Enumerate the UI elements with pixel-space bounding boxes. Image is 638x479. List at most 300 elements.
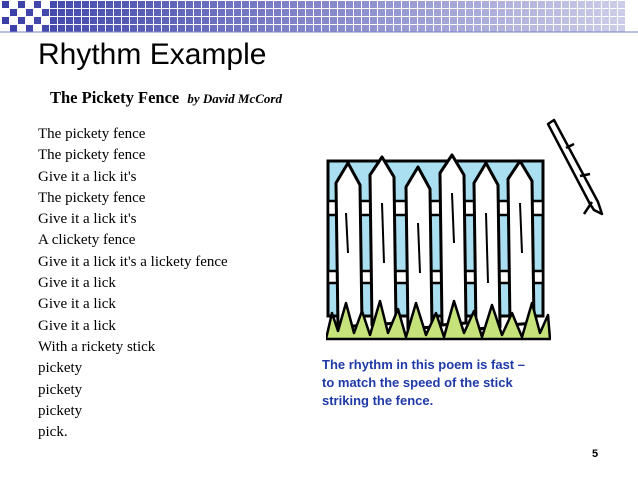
header-square [226, 17, 233, 24]
header-square [122, 1, 129, 8]
header-square [162, 25, 169, 32]
header-square [498, 1, 505, 8]
header-square [66, 17, 73, 24]
header-square [242, 25, 249, 32]
header-square [10, 25, 17, 32]
header-square [562, 25, 569, 32]
header-square [442, 1, 449, 8]
header-square [618, 25, 625, 32]
poem-byline: by David McCord [187, 91, 282, 106]
header-square [2, 17, 9, 24]
header-square [266, 25, 273, 32]
header-square [570, 1, 577, 8]
header-square [506, 9, 513, 16]
header-square [154, 25, 161, 32]
poem-line: pickety [38, 381, 83, 398]
header-square [322, 1, 329, 8]
header-square [210, 25, 217, 32]
header-square [250, 25, 257, 32]
header-square [322, 17, 329, 24]
header-square [170, 25, 177, 32]
header-square [290, 9, 297, 16]
header-square [402, 17, 409, 24]
header-square [594, 9, 601, 16]
header-square [106, 1, 113, 8]
header-square [538, 1, 545, 8]
slide-title: Rhythm Example [38, 38, 267, 71]
header-square [434, 25, 441, 32]
header-square [578, 1, 585, 8]
header-square [466, 17, 473, 24]
header-square [202, 17, 209, 24]
header-square [234, 25, 241, 32]
header-square [42, 9, 49, 16]
header-square [298, 1, 305, 8]
header-square [410, 25, 417, 32]
header-square [610, 9, 617, 16]
header-square [10, 9, 17, 16]
poem-heading [50, 88, 282, 108]
header-square [538, 17, 545, 24]
header-square [250, 17, 257, 24]
header-square [570, 17, 577, 24]
header-square [186, 17, 193, 24]
header-square [450, 1, 457, 8]
poem-line: The pickety fence [38, 189, 146, 206]
header-square [474, 9, 481, 16]
header-square [426, 25, 433, 32]
header-square [378, 25, 385, 32]
header-square [330, 1, 337, 8]
header-square [306, 1, 313, 8]
header-square [562, 1, 569, 8]
header-square [34, 17, 41, 24]
poem-line: The pickety fence [38, 147, 146, 164]
header-square [58, 17, 65, 24]
header-square [282, 25, 289, 32]
header-square [554, 1, 561, 8]
header-square [130, 1, 137, 8]
header-square [146, 17, 153, 24]
header-square [426, 1, 433, 8]
header-square [82, 25, 89, 32]
header-square [378, 17, 385, 24]
header-square [122, 25, 129, 32]
header-square [138, 17, 145, 24]
header-square [554, 25, 561, 32]
header-square [490, 9, 497, 16]
header-square [2, 1, 9, 8]
header-square [602, 17, 609, 24]
header-square [122, 9, 129, 16]
header-square [50, 9, 57, 16]
header-square [530, 17, 537, 24]
header-square [482, 17, 489, 24]
header-square [106, 9, 113, 16]
header-square [586, 1, 593, 8]
header-square [370, 1, 377, 8]
header-square [202, 1, 209, 8]
poem-line: Give it a lick [38, 317, 116, 334]
header-square [602, 1, 609, 8]
header-square [618, 17, 625, 24]
header-square [562, 9, 569, 16]
header-square [234, 9, 241, 16]
header-square [50, 17, 57, 24]
fence-illustration-icon [326, 153, 551, 343]
header-square [106, 25, 113, 32]
header-square [386, 9, 393, 16]
header-square [434, 17, 441, 24]
header-square [130, 17, 137, 24]
header-square [154, 1, 161, 8]
header-square [530, 25, 537, 32]
header-square [466, 1, 473, 8]
header-square [82, 1, 89, 8]
header-square [346, 17, 353, 24]
header-square [546, 1, 553, 8]
header-square [194, 25, 201, 32]
header-square [410, 17, 417, 24]
header-square [498, 9, 505, 16]
header-square [594, 17, 601, 24]
header-square [130, 25, 137, 32]
header-square [218, 17, 225, 24]
header-square [418, 25, 425, 32]
header-square [98, 17, 105, 24]
header-square [170, 17, 177, 24]
stick-illustration-icon [540, 118, 610, 218]
header-square [354, 9, 361, 16]
header-square [258, 17, 265, 24]
poem-line: Give it a lick it's [38, 168, 137, 185]
header-square [370, 25, 377, 32]
header-square [370, 17, 377, 24]
header-square [202, 9, 209, 16]
header-square [114, 25, 121, 32]
header-square [218, 9, 225, 16]
header-square [338, 9, 345, 16]
header-square [122, 17, 129, 24]
header-square [386, 17, 393, 24]
header-square [426, 17, 433, 24]
caption-line: The rhythm in this poem is fast – [322, 357, 525, 372]
header-square [618, 1, 625, 8]
header-square [242, 17, 249, 24]
header-square [402, 25, 409, 32]
header-square [146, 1, 153, 8]
poem-line: A clickety fence [38, 232, 136, 249]
header-square [210, 1, 217, 8]
header-square [402, 1, 409, 8]
header-square [474, 25, 481, 32]
header-square [490, 17, 497, 24]
header-square [346, 25, 353, 32]
header-square [114, 17, 121, 24]
header-square [226, 9, 233, 16]
header-square [290, 25, 297, 32]
header-square [426, 9, 433, 16]
header-square [482, 9, 489, 16]
header-square [562, 17, 569, 24]
header-square [66, 9, 73, 16]
header-square [66, 25, 73, 32]
header-square [274, 25, 281, 32]
header-square [98, 1, 105, 8]
page-number: 5 [592, 448, 599, 460]
header-square [434, 1, 441, 8]
poem-line: With a rickety stick [38, 338, 156, 355]
header-square [258, 1, 265, 8]
header-square [522, 17, 529, 24]
header-square [90, 1, 97, 8]
header-square [354, 1, 361, 8]
header-square [394, 1, 401, 8]
header-square [298, 9, 305, 16]
header-square [466, 25, 473, 32]
header-square [386, 25, 393, 32]
header-square [394, 25, 401, 32]
header-square [602, 9, 609, 16]
header-square [266, 9, 273, 16]
header-square [474, 17, 481, 24]
header-square [618, 9, 625, 16]
header-square [442, 9, 449, 16]
header-square [450, 25, 457, 32]
header-square [306, 9, 313, 16]
header-square [610, 17, 617, 24]
header-square [578, 25, 585, 32]
header-square [586, 25, 593, 32]
header-square [522, 1, 529, 8]
header-square [178, 17, 185, 24]
header-square [338, 17, 345, 24]
header-square [50, 1, 57, 8]
header-square [554, 17, 561, 24]
header-square [234, 17, 241, 24]
header-square [498, 17, 505, 24]
header-square [442, 17, 449, 24]
header-square [194, 17, 201, 24]
header-square [442, 25, 449, 32]
header-square [186, 25, 193, 32]
header-square [66, 1, 73, 8]
header-square [178, 9, 185, 16]
header-square [290, 1, 297, 8]
header-square [274, 1, 281, 8]
header-square [378, 9, 385, 16]
caption-line: striking the fence. [322, 393, 434, 408]
header-square [58, 9, 65, 16]
header-square [186, 1, 193, 8]
header-square [274, 9, 281, 16]
header-square [458, 25, 465, 32]
header-square [50, 25, 57, 32]
poem-line: pickety [38, 360, 83, 377]
poem-line: pick. [38, 424, 68, 441]
header-square [346, 1, 353, 8]
header-square [314, 9, 321, 16]
header-square [418, 1, 425, 8]
header-square [90, 9, 97, 16]
header-square [226, 1, 233, 8]
header-square [250, 9, 257, 16]
header-square [546, 17, 553, 24]
header-square [402, 9, 409, 16]
header-square [482, 25, 489, 32]
header-square [202, 25, 209, 32]
header-square [362, 9, 369, 16]
header-square [298, 17, 305, 24]
header-square [394, 9, 401, 16]
header-square [538, 9, 545, 16]
header-square [18, 17, 25, 24]
header-square [434, 9, 441, 16]
header-square [354, 17, 361, 24]
header-square [586, 9, 593, 16]
header-decoration [0, 0, 638, 34]
header-square [522, 25, 529, 32]
header-square [298, 25, 305, 32]
header-square [290, 17, 297, 24]
header-square [210, 9, 217, 16]
header-square [570, 9, 577, 16]
header-square [418, 17, 425, 24]
header-square [74, 9, 81, 16]
header-square [106, 17, 113, 24]
poem-title: The Pickety Fence [50, 88, 180, 107]
header-square [74, 17, 81, 24]
poem-text [38, 124, 228, 443]
header-square [602, 25, 609, 32]
header-square [490, 1, 497, 8]
header-square [514, 1, 521, 8]
header-square [586, 17, 593, 24]
poem-line: pickety [38, 402, 83, 419]
header-square [82, 17, 89, 24]
header-square [594, 25, 601, 32]
header-square [154, 9, 161, 16]
header-square [330, 17, 337, 24]
header-squares [2, 1, 625, 32]
header-square [514, 25, 521, 32]
header-square [42, 25, 49, 32]
poem-line: Give it a lick it's a lickety fence [38, 253, 228, 270]
header-square [138, 1, 145, 8]
header-square [338, 25, 345, 32]
header-square [362, 25, 369, 32]
header-square [218, 25, 225, 32]
header-square [138, 9, 145, 16]
header-square [418, 9, 425, 16]
poem-line: Give it a lick [38, 296, 116, 313]
header-square [162, 17, 169, 24]
header-square [98, 9, 105, 16]
header-square [370, 9, 377, 16]
header-square [178, 25, 185, 32]
header-square [146, 25, 153, 32]
header-square [322, 25, 329, 32]
header-square [546, 25, 553, 32]
header-square [138, 25, 145, 32]
header-square [258, 25, 265, 32]
header-square [114, 9, 121, 16]
header-square [178, 1, 185, 8]
header-square [354, 25, 361, 32]
header-square [282, 1, 289, 8]
header-square [506, 1, 513, 8]
header-square [522, 9, 529, 16]
header-square [114, 1, 121, 8]
header-square [98, 25, 105, 32]
header-square [186, 9, 193, 16]
header-square [538, 25, 545, 32]
poem-line: Give it a lick it's [38, 211, 137, 228]
header-square [154, 17, 161, 24]
header-square [410, 9, 417, 16]
header-square [458, 1, 465, 8]
header-square [330, 25, 337, 32]
header-square [378, 1, 385, 8]
header-square [306, 25, 313, 32]
header-square [458, 17, 465, 24]
header-square [234, 1, 241, 8]
header-square [170, 9, 177, 16]
poem-line: The pickety fence [38, 126, 146, 142]
header-square [170, 1, 177, 8]
header-square [242, 9, 249, 16]
header-square [266, 1, 273, 8]
header-square [506, 17, 513, 24]
header-square [258, 9, 265, 16]
header-square [266, 17, 273, 24]
header-square [410, 1, 417, 8]
header-square [82, 9, 89, 16]
header-square [34, 1, 41, 8]
header-square [58, 1, 65, 8]
header-square [314, 17, 321, 24]
header-square [458, 9, 465, 16]
header-square [594, 1, 601, 8]
header-square [306, 17, 313, 24]
header-square [162, 9, 169, 16]
header-square [498, 25, 505, 32]
header-square [18, 1, 25, 8]
header-square [130, 9, 137, 16]
header-square [530, 1, 537, 8]
header-square [282, 17, 289, 24]
header-square [578, 9, 585, 16]
header-square [194, 1, 201, 8]
header-square [314, 1, 321, 8]
header-square [74, 1, 81, 8]
header-square [362, 17, 369, 24]
header-square [450, 17, 457, 24]
header-square [578, 17, 585, 24]
header-square [450, 9, 457, 16]
header-square [90, 25, 97, 32]
header-square [362, 1, 369, 8]
header-square [514, 9, 521, 16]
header-square [90, 17, 97, 24]
header-square [530, 9, 537, 16]
header-square [242, 1, 249, 8]
header-square [194, 9, 201, 16]
header-square [466, 9, 473, 16]
header-square [250, 1, 257, 8]
header-square [218, 1, 225, 8]
header-square [386, 1, 393, 8]
